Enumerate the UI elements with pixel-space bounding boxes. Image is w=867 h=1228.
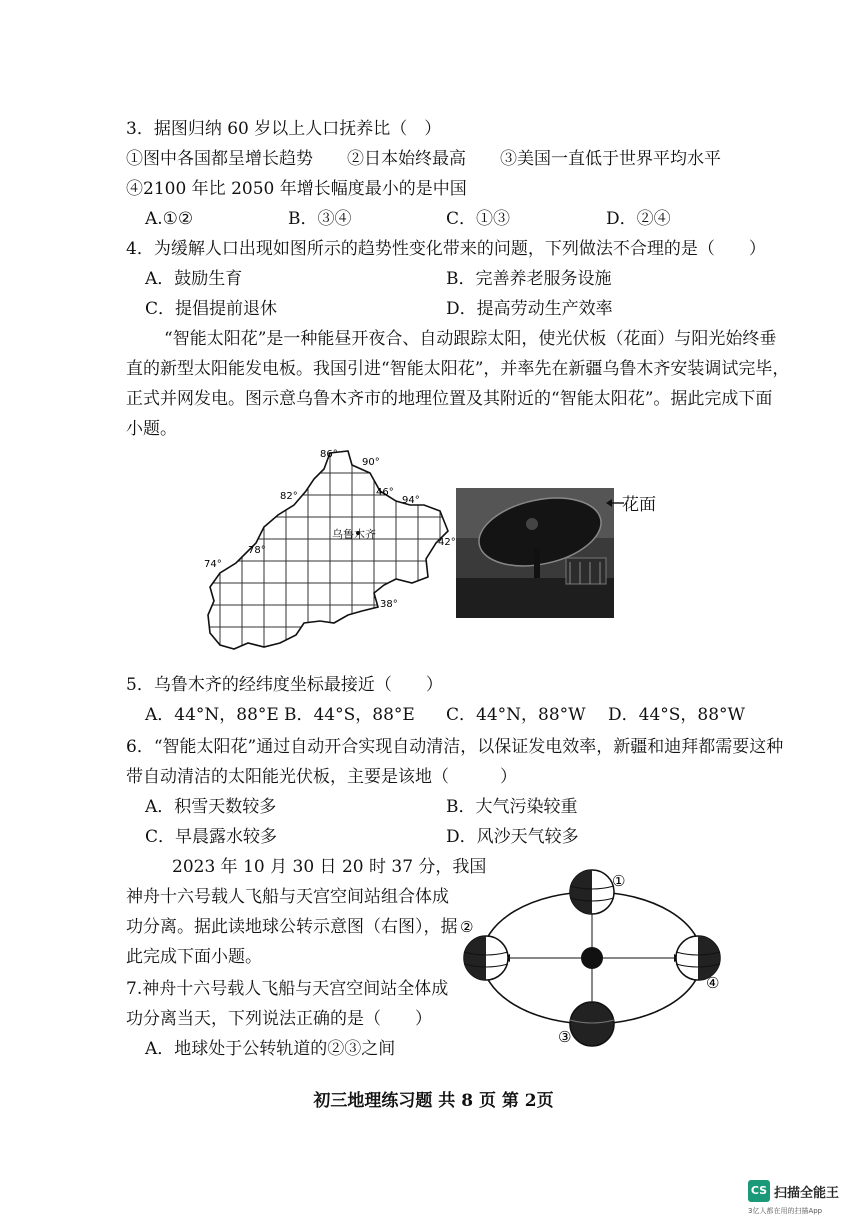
map-lat-38: 38° <box>380 599 398 610</box>
passage1-line1: “智能太阳花”是一种能昼开夜合、自动跟踪太阳，使光伏板（花面）与阳光始终垂 <box>164 329 777 349</box>
q3-stem: 3．据图归纳 60 岁以上人口抚养比（ ） <box>126 119 442 139</box>
map-lon-94: 94° <box>402 495 420 506</box>
orbit-label-1: ① <box>612 872 626 890</box>
earth-position-2 <box>464 936 508 980</box>
page-footer: 初三地理练习题 共 8 页 第 2页 <box>313 1091 554 1111</box>
orbit-label-4: ④ <box>706 974 720 992</box>
scanner-name: 扫描全能王 <box>774 1186 840 1201</box>
q5-stem: 5．乌鲁木齐的经纬度坐标最接近（ ） <box>126 675 443 695</box>
map-lon-86: 86° <box>320 449 338 460</box>
q7-stem-line1: 7.神舟十六号载人飞船与天宫空间站全体成 <box>126 979 449 999</box>
q5-choice-c: C．44°N，88°W <box>446 705 586 725</box>
q5-choice-a: A．44°N，88°E <box>145 705 279 725</box>
q6-choice-d: D．风沙天气较多 <box>446 827 579 847</box>
q4-choice-a: A．鼓励生育 <box>145 269 243 289</box>
q3-choice-c: C．①③ <box>446 209 511 229</box>
q6-choice-a: A．积雪天数较多 <box>145 797 277 817</box>
q6-choice-b: B．大气污染较重 <box>446 797 578 817</box>
passage1-line3: 正式并网发电。图示意乌鲁木齐市的地理位置及其附近的“智能太阳花”。据此完成下面 <box>126 389 773 409</box>
q4-choice-c: C．提倡提前退休 <box>145 299 278 319</box>
q6-stem-line2: 带自动清洁的太阳能光伏板，主要是该地（ ） <box>126 767 517 787</box>
passage1-line4: 小题。 <box>126 419 177 439</box>
q7-stem-line2: 功分离当天，下列说法正确的是（ ） <box>126 1009 432 1029</box>
orbit-label-3: ③ <box>558 1028 572 1046</box>
q6-choice-c: C．早晨露水较多 <box>145 827 278 847</box>
map-lat-42: 42° <box>438 537 456 548</box>
map-city-label: 乌鲁木齐 <box>332 528 376 541</box>
earth-position-1 <box>570 870 614 914</box>
passage1-line2: 直的新型太阳能发电板。我国引进“智能太阳花”，并率先在新疆乌鲁木齐安装调试完毕， <box>126 359 790 379</box>
scanner-tagline: 3亿人都在用的扫描App <box>748 1207 823 1215</box>
passage2-line4: 此完成下面小题。 <box>126 947 262 967</box>
q3-options-line1: ①图中各国都呈增长趋势 ②日本始终最高 ③美国一直低于世界平均水平 <box>126 149 721 169</box>
photo-label-flower-face: 花面 <box>622 495 656 515</box>
map-lon-90: 90° <box>362 457 380 468</box>
orbit-label-2: ② <box>460 918 474 936</box>
q3-options-line2: ④2100 年比 2050 年增长幅度最小的是中国 <box>126 179 467 199</box>
q3-choice-a: A.①② <box>145 209 194 229</box>
q4-choice-b: B．完善养老服务设施 <box>446 269 612 289</box>
q5-choice-b: B．44°S，88°E <box>284 705 415 725</box>
map-lon-82: 82° <box>280 491 298 502</box>
solar-flower-photo <box>456 488 614 618</box>
q3-choice-d: D．②④ <box>606 209 671 229</box>
earth-position-3 <box>570 1002 614 1046</box>
scanner-watermark <box>748 1180 860 1220</box>
q5-choice-d: D．44°S，88°W <box>608 705 746 725</box>
earth-orbit-diagram <box>452 862 732 1052</box>
passage2-line3: 功分离。据此读地球公转示意图（右图），据 <box>126 917 458 937</box>
map-lon-74: 74° <box>204 559 222 570</box>
xinjiang-map <box>200 443 470 663</box>
q6-stem-line1: 6．“智能太阳花”通过自动开合实现自动清洁，以保证发电效率，新疆和迪拜都需要这种 <box>126 737 784 757</box>
passage2-line2: 神舟十六号载人飞船与天宫空间站组合体成 <box>126 887 449 907</box>
q3-choice-b: B．③④ <box>288 209 352 229</box>
q4-choice-d: D．提高劳动生产效率 <box>446 299 613 319</box>
passage2-line1: 2023 年 10 月 30 日 20 时 37 分，我国 <box>172 857 487 877</box>
map-lat-46: 46° <box>376 487 394 498</box>
q4-stem: 4．为缓解人口出现如图所示的趋势性变化带来的问题，下列做法不合理的是（ ） <box>126 239 766 259</box>
q7-choice-a: A．地球处于公转轨道的②③之间 <box>145 1039 396 1059</box>
scanner-logo: CS <box>748 1180 770 1202</box>
sun-icon <box>581 947 603 969</box>
map-lon-78: 78° <box>248 545 266 556</box>
